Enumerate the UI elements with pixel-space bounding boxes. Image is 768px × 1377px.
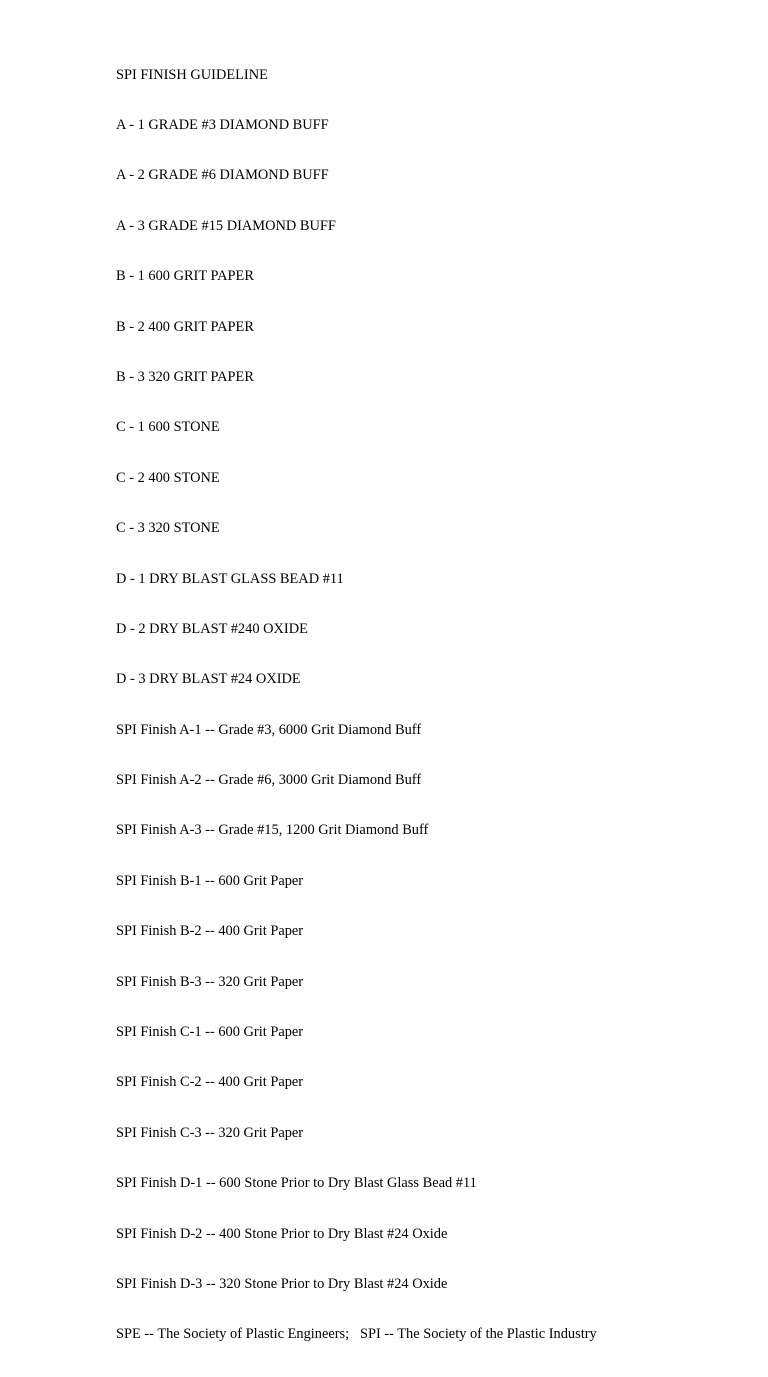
finish-line-d1: SPI Finish D-1 -- 600 Stone Prior to Dry Blast Glass Bead #11 (116, 1175, 477, 1192)
guideline-line-d3: D - 3 DRY BLAST #24 OXIDE (116, 671, 301, 688)
finish-line-c2: SPI Finish C-2 -- 400 Grit Paper (116, 1074, 304, 1091)
finish-line-c1: SPI Finish C-1 -- 600 Grit Paper (116, 1024, 304, 1041)
finish-line-a2: SPI Finish A-2 -- Grade #6, 3000 Grit Diamond Buff (116, 772, 422, 789)
finish-line-d3: SPI Finish D-3 -- 320 Stone Prior to Dry Blast #24 Oxide (116, 1275, 448, 1292)
guideline-line-a1: A - 1 GRADE #3 DIAMOND BUFF (116, 116, 329, 133)
guideline-line-c3: C - 3 320 STONE (116, 520, 220, 537)
guideline-line-c1: C - 1 600 STONE (116, 419, 220, 436)
society-definitions-line: SPE -- The Society of Plastic Engineers; SPI -- The Society of the Plastic Industry (116, 1326, 597, 1343)
finish-line-a3: SPI Finish A-3 -- Grade #15, 1200 Grit Diamond Buff (116, 822, 429, 839)
guideline-line-a3: A - 3 GRADE #15 DIAMOND BUFF (116, 217, 336, 234)
finish-line-d2: SPI Finish D-2 -- 400 Stone Prior to Dry Blast #24 Oxide (116, 1225, 448, 1242)
guideline-line-b3: B - 3 320 GRIT PAPER (116, 368, 254, 385)
finish-line-b1: SPI Finish B-1 -- 600 Grit Paper (116, 872, 304, 889)
guideline-line-d1: D - 1 DRY BLAST GLASS BEAD #11 (116, 570, 344, 587)
guideline-line-b1: B - 1 600 GRIT PAPER (116, 268, 254, 285)
finish-line-a1: SPI Finish A-1 -- Grade #3, 6000 Grit Diamond Buff (116, 721, 422, 738)
guideline-line-a2: A - 2 GRADE #6 DIAMOND BUFF (116, 167, 329, 184)
document-text (116, 33, 756, 1377)
guideline-line-c2: C - 2 400 STONE (116, 469, 220, 486)
guideline-line-d2: D - 2 DRY BLAST #240 OXIDE (116, 620, 308, 637)
guideline-line-b2: B - 2 400 GRIT PAPER (116, 318, 254, 335)
document-title: SPI FINISH GUIDELINE (116, 66, 268, 83)
finish-line-c3: SPI Finish C-3 -- 320 Grit Paper (116, 1124, 304, 1141)
finish-line-b2: SPI Finish B-2 -- 400 Grit Paper (116, 923, 304, 940)
finish-line-b3: SPI Finish B-3 -- 320 Grit Paper (116, 973, 304, 990)
